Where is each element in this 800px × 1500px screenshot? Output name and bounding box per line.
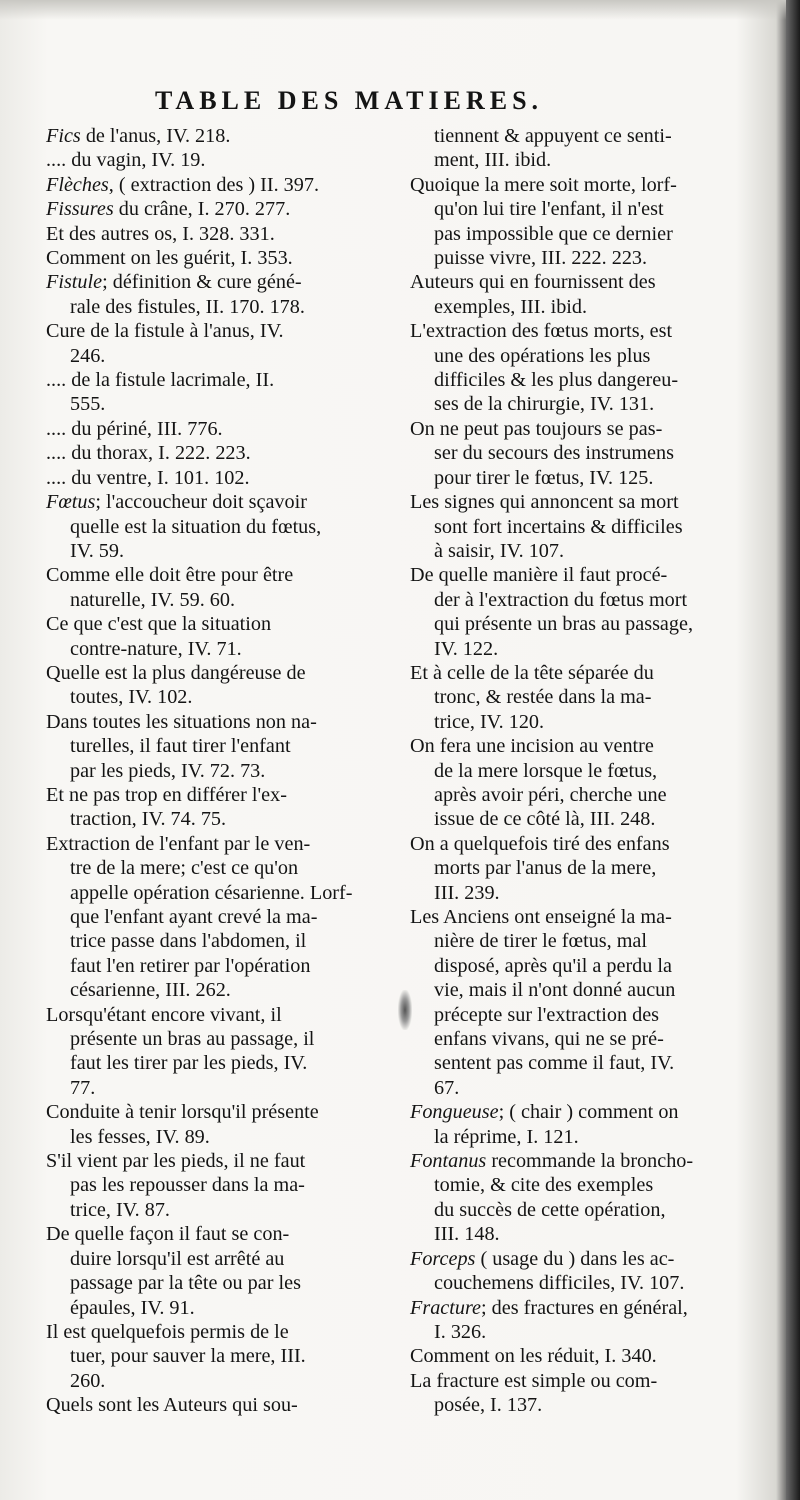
index-entry: [46, 1222, 396, 1320]
entry-text: turelles, il faut tirer l'enfant: [70, 735, 291, 758]
entry-text: Auteurs qui en fournissent des: [410, 271, 656, 294]
entry-text: L'extraction des fœtus morts, est: [410, 320, 673, 343]
index-entry: [410, 1100, 740, 1149]
entry-line: [46, 173, 396, 197]
entry-line: [410, 490, 740, 514]
entry-line: [46, 1393, 396, 1417]
entry-text: pas les repousser dans la ma-: [70, 1174, 305, 1197]
entry-headword: Fongueuse: [410, 1101, 499, 1124]
entry-line: [46, 929, 396, 953]
entry-line: [46, 881, 396, 905]
entry-line: [410, 124, 740, 148]
entry-line: [46, 270, 396, 294]
entry-line: [46, 515, 396, 539]
entry-line: [410, 710, 740, 734]
entry-line: [46, 319, 396, 343]
entry-line: [410, 563, 740, 587]
entry-text: Et ne pas trop en différer l'ex-: [46, 783, 287, 806]
entry-line: [46, 1027, 396, 1051]
entry-line: [410, 612, 740, 636]
entry-text: rale des fistules, II. 170. 178.: [70, 295, 305, 318]
entry-text: Comment on les guérit, I. 353.: [46, 247, 293, 270]
entry-headword: Fissures: [46, 198, 114, 221]
entry-text: trice passe dans l'abdomen, il: [70, 930, 307, 953]
entry-line: [46, 368, 396, 392]
entry-text: On a quelquefois tiré des enfans: [410, 832, 670, 855]
entry-line: [46, 759, 396, 783]
entry-text: recommande la broncho-: [486, 1150, 694, 1173]
entry-text: Cure de la fistule à l'anus, IV.: [46, 320, 284, 343]
entry-line: [46, 392, 396, 416]
index-entry: [46, 222, 396, 246]
entry-text: ses de la chirurgie, IV. 131.: [434, 393, 655, 416]
entry-text: pour tirer le fœtus, IV. 125.: [434, 466, 654, 489]
entry-text: On ne peut pas toujours se pas-: [410, 417, 663, 440]
entry-line: [46, 1125, 396, 1149]
index-entry: [46, 832, 396, 1003]
entry-text: Comme elle doit être pour être: [46, 564, 294, 587]
entry-text: nière de tirer le fœtus, mal: [434, 930, 648, 953]
entry-line: [410, 270, 740, 294]
entry-line: [410, 637, 740, 661]
index-entry: [46, 1003, 396, 1101]
entry-text: tomie, & cite des exemples: [434, 1174, 654, 1197]
index-entry: [410, 1149, 740, 1247]
entry-text: enfans vivans, qui ne se pré-: [434, 1028, 664, 1051]
index-entry: [46, 417, 396, 441]
entry-text: III. 239.: [434, 881, 500, 904]
entry-text: Les signes qui annoncent sa mort: [410, 491, 679, 514]
index-entry: [46, 1100, 396, 1149]
entry-text: qu'on lui tire l'enfant, il n'est: [434, 198, 664, 221]
entry-text: 67.: [434, 1076, 460, 1099]
entry-text: à saisir, IV. 107.: [434, 539, 565, 562]
entry-line: [410, 1271, 740, 1295]
entry-text: difficiles & les plus dangereu-: [434, 369, 679, 392]
entry-line: [410, 807, 740, 831]
entry-text: IV. 59.: [70, 539, 125, 562]
entry-line: [410, 954, 740, 978]
entry-text: I. 326.: [434, 1320, 487, 1343]
entry-text: césarienne, III. 262.: [70, 979, 231, 1002]
entry-text: naturelle, IV. 59. 60.: [70, 588, 236, 611]
entry-text: ; ( chair ) comment on: [498, 1101, 679, 1124]
entry-line: [46, 539, 396, 563]
entry-line: [46, 1369, 396, 1393]
entry-text: De quelle façon il faut se con-: [46, 1223, 290, 1246]
entry-line: [410, 734, 740, 758]
entry-line: [46, 1222, 396, 1246]
entry-text: vie, mais il n'ont donné aucun: [434, 979, 676, 1002]
entry-text: exemples, III. ibid.: [434, 295, 588, 318]
entry-headword: Fics: [46, 125, 81, 147]
entry-line: [410, 1076, 740, 1100]
entry-text: trice, IV. 120.: [434, 710, 545, 733]
entry-text: .... de la fistule lacrimale, II.: [46, 369, 275, 392]
entry-headword: Fistule: [46, 271, 103, 294]
entry-text: posée, I. 137.: [434, 1394, 543, 1417]
entry-text: précepte sur l'extraction des: [434, 1003, 660, 1026]
index-entry: [46, 368, 396, 417]
entry-line: [46, 685, 396, 709]
entry-line: [410, 295, 740, 319]
entry-text: Dans toutes les situations non na-: [46, 710, 317, 733]
entry-line: [46, 1076, 396, 1100]
entry-line: [410, 1125, 740, 1149]
index-entry: [410, 832, 740, 905]
entry-line: [46, 246, 396, 270]
entry-text: une des opérations les plus: [434, 344, 651, 367]
entry-line: [46, 148, 396, 172]
entry-text: passage par la tête ou par les: [70, 1272, 301, 1295]
entry-line: [46, 612, 396, 636]
entry-line: [410, 222, 740, 246]
entry-line: [46, 1198, 396, 1222]
entry-text: couchemens difficiles, IV. 107.: [434, 1272, 685, 1295]
entry-text: .... du vagin, IV. 19.: [46, 149, 206, 172]
entry-headword: Fontanus: [410, 1150, 487, 1173]
entry-line: [410, 1247, 740, 1271]
index-entry: [46, 246, 396, 270]
entry-line: [46, 1100, 396, 1124]
entry-line: [410, 246, 740, 270]
entry-text: de l'anus, IV. 218.: [80, 125, 231, 147]
entry-text: épaules, IV. 91.: [70, 1296, 195, 1319]
index-entry: [46, 563, 396, 612]
entry-text: Conduite à tenir lorsqu'il présente: [46, 1101, 319, 1124]
entry-line: [410, 197, 740, 221]
entry-headword: Flèches: [46, 173, 109, 196]
entry-text: 555.: [70, 393, 106, 416]
entry-line: [46, 1051, 396, 1075]
index-entry: [46, 270, 396, 319]
entry-text: Et à celle de la tête séparée du: [410, 661, 654, 684]
index-entry: [410, 661, 740, 734]
entry-line: [46, 417, 396, 441]
index-entry: [46, 612, 396, 661]
index-entry: [46, 1320, 396, 1393]
entry-line: [46, 1003, 396, 1027]
entry-line: [46, 1296, 396, 1320]
index-column-right: [410, 124, 740, 1418]
entry-text: contre-nature, IV. 71.: [70, 637, 242, 660]
index-entry: [46, 710, 396, 783]
entry-line: [410, 1296, 740, 1320]
entry-text: toutes, IV. 102.: [70, 686, 193, 709]
entry-text: ; l'accoucheur doit sçavoir: [95, 491, 307, 514]
index-entry: [410, 1247, 740, 1296]
entry-text: 246.: [70, 344, 106, 367]
entry-text: S'il vient par les pieds, il ne faut: [46, 1150, 306, 1173]
entry-text: tre de la mere; c'est ce qu'on: [70, 857, 299, 880]
entry-headword: Forceps: [410, 1247, 476, 1270]
entry-line: [410, 685, 740, 709]
entry-text: de la mere lorsque le fœtus,: [434, 759, 658, 782]
entry-line: [410, 1100, 740, 1124]
entry-text: issue de ce côté là, III. 248.: [434, 808, 656, 831]
entry-line: [410, 588, 740, 612]
entry-line: [410, 881, 740, 905]
entry-text: , ( extraction des ) II. 397.: [108, 173, 319, 196]
entry-line: [410, 1369, 740, 1393]
entry-text: quelle est la situation du fœtus,: [70, 515, 322, 538]
entry-text: Il est quelquefois permis de le: [46, 1320, 289, 1343]
entry-text: du succès de cette opération,: [434, 1198, 666, 1221]
entry-text: Comment on les réduit, I. 340.: [410, 1345, 657, 1368]
entry-line: [410, 832, 740, 856]
entry-line: [410, 344, 740, 368]
entry-text: De quelle manière il faut procé-: [410, 564, 668, 587]
entry-line: [410, 539, 740, 563]
entry-line: [410, 1027, 740, 1051]
entry-text: après avoir péri, cherche une: [434, 783, 667, 806]
index-entry: [46, 197, 396, 221]
entry-text: sentent pas comme il faut, IV.: [434, 1052, 675, 1075]
entry-line: [46, 222, 396, 246]
entry-line: [410, 1173, 740, 1197]
index-entry: [410, 1344, 740, 1368]
entry-text: La fracture est simple ou com-: [410, 1369, 658, 1392]
entry-line: [46, 197, 396, 221]
entry-text: ser du secours des instrumens: [434, 442, 674, 465]
entry-line: [46, 637, 396, 661]
entry-text: ( usage du ) dans les ac-: [475, 1247, 675, 1270]
entry-text: Les Anciens ont enseigné la ma-: [410, 906, 672, 928]
entry-line: [410, 759, 740, 783]
entry-text: IV. 122.: [434, 637, 499, 660]
entry-line: [46, 710, 396, 734]
entry-line: [46, 490, 396, 514]
entry-text: Quels sont les Auteurs qui sou-: [46, 1394, 298, 1417]
entry-line: [410, 905, 740, 929]
entry-line: [46, 1173, 396, 1197]
entry-text: .... du périné, III. 776.: [46, 417, 223, 440]
entry-line: [46, 1344, 396, 1368]
entry-text: morts par l'anus de la mere,: [434, 857, 657, 880]
entry-line: [410, 173, 740, 197]
entry-text: présente un bras au passage, il: [70, 1028, 315, 1051]
index-entry: [46, 466, 396, 490]
index-entry: [46, 319, 396, 368]
entry-text: Quelle est la plus dangéreuse de: [46, 661, 306, 684]
entry-line: [46, 856, 396, 880]
entry-text: pas impossible que ce dernier: [434, 222, 673, 245]
entry-line: [46, 1320, 396, 1344]
index-entry: [410, 270, 740, 319]
index-entry: [46, 148, 396, 172]
entry-line: [410, 929, 740, 953]
entry-text: tronc, & restée dans la ma-: [434, 686, 652, 709]
entry-line: [410, 1393, 740, 1417]
entry-line: [46, 783, 396, 807]
index-entry: [46, 441, 396, 465]
entry-line: [46, 661, 396, 685]
index-entry: [410, 124, 740, 173]
entry-text: Lorsqu'étant encore vivant, il: [46, 1003, 282, 1026]
index-entry: [46, 783, 396, 832]
entry-text: 260.: [70, 1369, 106, 1392]
entry-line: [410, 783, 740, 807]
entry-line: [410, 661, 740, 685]
book-spine-edge: [786, 0, 800, 1500]
index-entry: [410, 734, 740, 832]
entry-line: [46, 441, 396, 465]
index-entry: [410, 173, 740, 271]
entry-line: [410, 368, 740, 392]
entry-text: faut les tirer par les pieds, IV.: [70, 1052, 308, 1075]
entry-text: appelle opération césarienne. Lorf-: [70, 881, 353, 904]
index-entry: [46, 490, 396, 563]
entry-line: [410, 319, 740, 343]
index-entry: [410, 563, 740, 661]
entry-line: [46, 124, 396, 148]
index-entry: [410, 319, 740, 417]
entry-text: tiennent & appuyent ce senti-: [434, 125, 672, 147]
entry-text: traction, IV. 74. 75.: [70, 808, 227, 831]
entry-headword: Fœtus: [46, 491, 96, 514]
index-entry: [46, 1393, 396, 1417]
entry-text: puisse vivre, III. 222. 223.: [434, 247, 648, 270]
entry-line: [410, 1320, 740, 1344]
entry-text: Et des autres os, I. 328. 331.: [46, 222, 275, 245]
entry-line: [410, 1198, 740, 1222]
entry-line: [410, 148, 740, 172]
index-entry: [410, 417, 740, 490]
entry-line: [46, 563, 396, 587]
entry-text: tuer, pour sauver la mere, III.: [70, 1345, 306, 1368]
entry-line: [410, 441, 740, 465]
entry-line: [46, 344, 396, 368]
entry-text: par les pieds, IV. 72. 73.: [70, 759, 266, 782]
entry-line: [46, 1271, 396, 1295]
entry-line: [46, 734, 396, 758]
entry-line: [410, 1344, 740, 1368]
entry-line: [46, 295, 396, 319]
entry-text: On fera une incision au ventre: [410, 735, 654, 758]
entry-text: la réprime, I. 121.: [434, 1125, 579, 1148]
entry-line: [46, 954, 396, 978]
index-entry: [410, 1369, 740, 1418]
entry-line: [46, 588, 396, 612]
entry-text: que l'enfant ayant crevé la ma-: [70, 906, 318, 928]
entry-text: der à l'extraction du fœtus mort: [434, 588, 688, 611]
entry-line: [410, 1003, 740, 1027]
entry-text: .... du ventre, I. 101. 102.: [46, 466, 250, 489]
entry-line: [46, 1247, 396, 1271]
entry-line: [46, 905, 396, 929]
index-entry: [410, 905, 740, 1100]
entry-text: .... du thorax, I. 222. 223.: [46, 442, 251, 465]
entry-line: [410, 515, 740, 539]
entry-text: faut l'en retirer par l'opération: [70, 954, 311, 977]
entry-line: [46, 1149, 396, 1173]
entry-text: Extraction de l'enfant par le ven-: [46, 832, 311, 855]
index-entry: [46, 1149, 396, 1222]
entry-line: [410, 978, 740, 1002]
entry-line: [410, 856, 740, 880]
entry-text: ; définition & cure géné-: [102, 271, 302, 294]
entry-line: [46, 807, 396, 831]
index-column-left: [46, 124, 396, 1418]
entry-text: Quoique la mere soit morte, lorf-: [410, 173, 677, 196]
index-entry: [410, 490, 740, 563]
index-entry: [46, 661, 396, 710]
entry-text: ; des fractures en général,: [481, 1296, 688, 1319]
entry-text: ment, III. ibid.: [434, 149, 552, 172]
entry-text: du crâne, I. 270. 277.: [113, 198, 291, 221]
index-entry: [410, 1296, 740, 1345]
entry-text: qui présente un bras au passage,: [434, 613, 693, 636]
entry-text: III. 148.: [434, 1223, 500, 1246]
entry-text: Ce que c'est que la situation: [46, 613, 272, 636]
entry-line: [46, 832, 396, 856]
entry-line: [46, 978, 396, 1002]
entry-line: [46, 466, 396, 490]
entry-line: [410, 1051, 740, 1075]
entry-text: les fesses, IV. 89.: [70, 1125, 210, 1148]
entry-line: [410, 1149, 740, 1173]
entry-text: sont fort incertains & difficiles: [434, 515, 683, 538]
entry-text: duire lorsqu'il est arrêté au: [70, 1247, 285, 1270]
entry-line: [410, 417, 740, 441]
index-entry: [46, 124, 396, 148]
page-title: TABLE DES MATIERES.: [155, 86, 544, 115]
entry-line: [410, 1222, 740, 1246]
index-entry: [46, 173, 396, 197]
entry-text: 77.: [70, 1076, 96, 1099]
entry-text: trice, IV. 87.: [70, 1198, 170, 1221]
entry-line: [410, 392, 740, 416]
page-shadow: [0, 0, 800, 20]
entry-headword: Fracture: [410, 1296, 482, 1319]
entry-line: [410, 466, 740, 490]
entry-text: disposé, après qu'il a perdu la: [434, 954, 672, 977]
